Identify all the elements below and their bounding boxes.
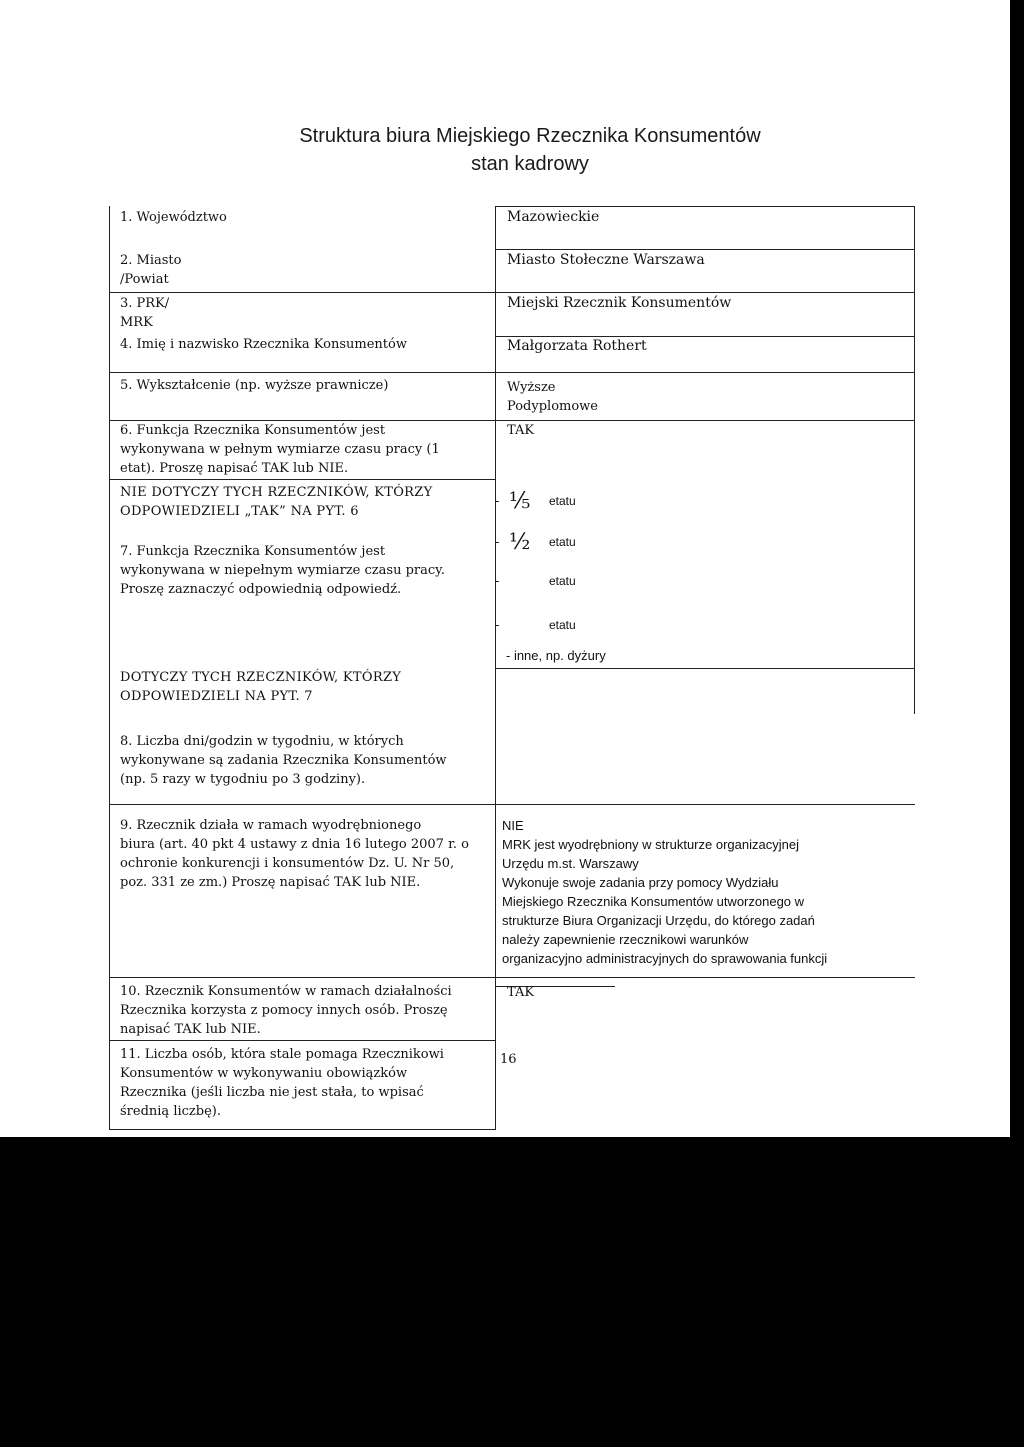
row-10-label: 10. Rzecznik Konsumentów w ramach działalności Rzecznika korzysta z pomocy innych osób. Proszę napisać TAK lub NIE. (120, 984, 452, 1037)
row-line (109, 292, 915, 293)
row-2-value: Miasto Stołeczne Warszawa (507, 252, 705, 268)
staff-table (109, 206, 915, 1130)
table-border-left (109, 206, 110, 1130)
row-line (109, 372, 915, 373)
row-4-label: 4. Imię i nazwisko Rzecznika Konsumentów (120, 337, 407, 352)
row-line (109, 479, 496, 480)
row-1-label: 1. Województwo (120, 210, 227, 225)
row-line (109, 804, 915, 805)
scan-border-bottom (0, 1137, 1024, 1447)
document-subtitle: stan kadrowy (471, 153, 589, 175)
document-title: Struktura biura Miejskiego Rzecznika Konsumentów (299, 125, 761, 147)
row-4-value: Małgorzata Rothert (507, 338, 647, 354)
row-11-value: 16 (500, 1052, 517, 1067)
option-4: - etatu (495, 618, 576, 633)
row-line (109, 1040, 496, 1041)
row-3-label: 3. PRK/ MRK (120, 296, 170, 330)
row-10-value: TAK (507, 985, 535, 1000)
row-1-value: Mazowieckie (507, 209, 600, 225)
row-5-value: Wyższe Podyplomowe (507, 380, 598, 414)
row-line (495, 249, 915, 250)
option-fifth: - ⅕ etatu (495, 489, 576, 514)
row-7-label: 7. Funkcja Rzecznika Konsumentów jest wykonywana w niepełnym wymiarze czasu pracy. Proszę zaznaczyć odpowiednią odpowiedź. (120, 544, 445, 597)
table-border-top (495, 206, 915, 207)
row-9-label: 9. Rzecznik działa w ramach wyodrębnionego biura (art. 40 pkt 4 ustawy z dnia 16 lutego 2007 r. o ochronie konkurencji i konsumentów Dz. U. Nr 50, poz. 331 ze zm.) Proszę napisać TAK lub NIE. (120, 818, 469, 890)
row-line (109, 977, 915, 978)
row-11-label: 11. Liczba osób, która stale pomaga Rzecznikowi Konsumentów w wykonywaniu obowiązków Rzecznika (jeśli liczba nie jest stała, to wpisać średnią liczbę). (120, 1047, 444, 1119)
table-border-right (914, 206, 915, 714)
row-8-label: 8. Liczba dni/godzin w tygodniu, w których wykonywane są zadania Rzecznika Konsumentów (np. 5 razy w tygodniu po 3 godziny). (120, 734, 447, 787)
row-7-note-2: DOTYCZY TYCH RZECZNIKÓW, KTÓRZY ODPOWIEDZIELI NA PYT. 7 (120, 670, 402, 704)
row-6-label: 6. Funkcja Rzecznika Konsumentów jest wykonywana w pełnym wymiarze czasu pracy (1 etat). Proszę napisać TAK lub NIE. (120, 423, 440, 476)
row-line (495, 668, 915, 669)
option-other: - inne, np. dyżury (506, 648, 606, 663)
table-border-bottom (109, 1129, 496, 1130)
row-5-label: 5. Wykształcenie (np. wyższe prawnicze) (120, 378, 389, 393)
row-2-label: 2. Miasto /Powiat (120, 253, 182, 287)
row-3-value: Miejski Rzecznik Konsumentów (507, 295, 732, 311)
option-3: - etatu (495, 574, 576, 589)
row-7-note: NIE DOTYCZY TYCH RZECZNIKÓW, KTÓRZY ODPOWIEDZIELI „TAK” NA PYT. 6 (120, 485, 433, 519)
option-half: - ½ etatu (495, 530, 576, 555)
row-9-value: NIE MRK jest wyodrębniony w strukturze organizacyjnej Urzędu m.st. Warszawy Wykonuje swoje zadania przy pomocy Wydziału Miejskiego Rzecznika Konsumentów utworzonego w strukturze Biura Organizacji Urzędu, do którego zadań należy zapewnienie rzecznikowi warunków organizacyjno administracyjnych do sprawowania funkcji (502, 818, 828, 966)
row-6-value: TAK (507, 423, 535, 438)
